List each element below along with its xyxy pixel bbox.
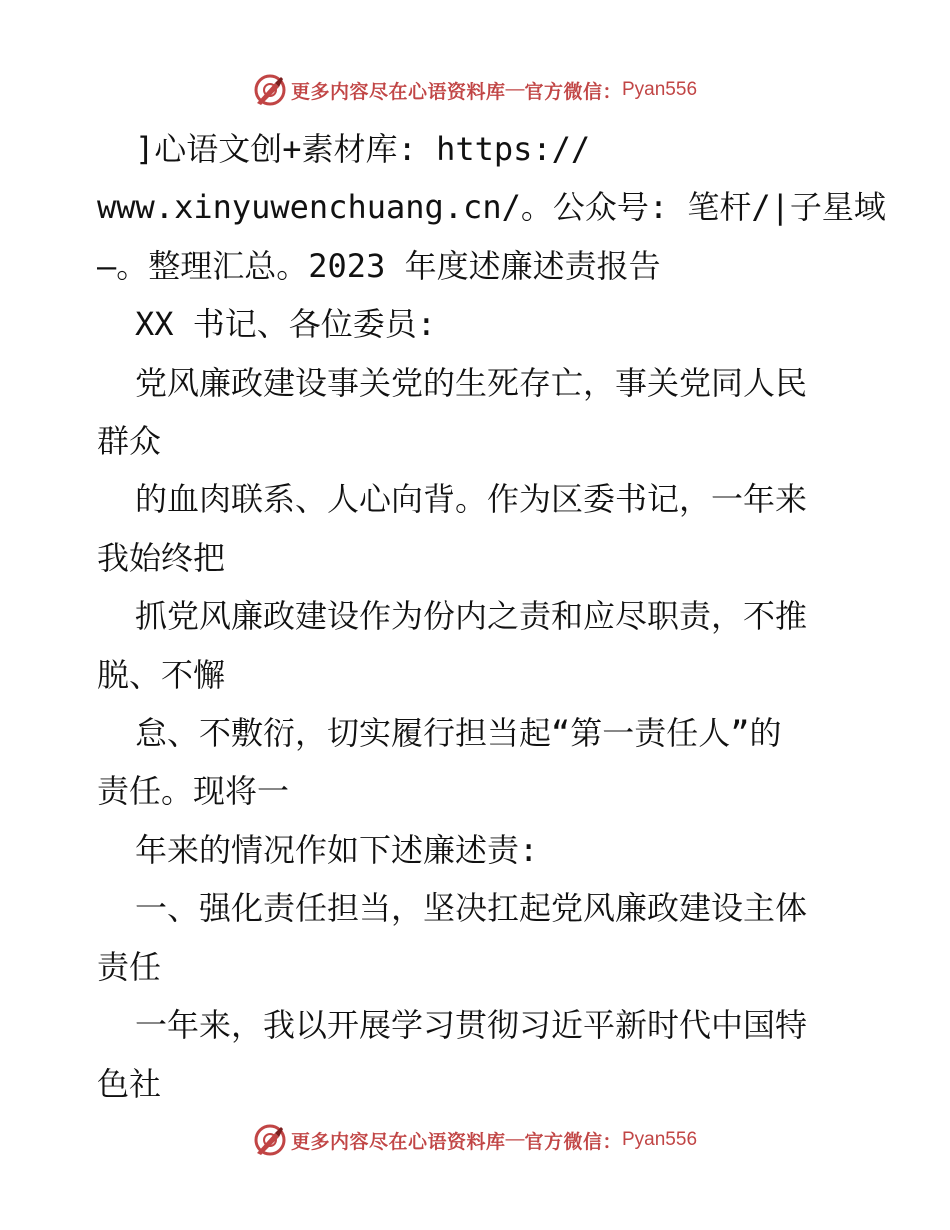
banner-wechat-id: Pyan556 (622, 79, 698, 100)
doc-line: 一、强化责任担当，坚决扛起党风廉政建设主体 (135, 889, 808, 928)
doc-line: ]心语文创+素材库: https:// (135, 130, 591, 168)
doc-line: www.xinyuwenchuang.cn/。公众号: 笔杆/|子星域 (97, 188, 886, 227)
banner-wechat-label: 官方微信： (524, 80, 622, 103)
banner-dash: — (505, 79, 525, 100)
doc-line: XX 书记、各位委员: (135, 305, 437, 344)
header-banner (0, 70, 950, 110)
doc-line: 抓党风廉政建设作为份内之责和应尽职责，不推 (135, 597, 808, 636)
footer-banner (0, 1120, 950, 1160)
doc-line: 色社 (97, 1064, 162, 1103)
doc-line: 群众 (97, 422, 162, 461)
pen-logo-icon (253, 73, 287, 107)
doc-line: 脱、不懈 (97, 655, 226, 694)
doc-line: 党风廉政建设事关党的生死存亡，事关党同人民 (135, 363, 808, 402)
doc-line: 一年来，我以开展学习贯彻习近平新时代中国特 (135, 1006, 808, 1045)
doc-line: 责任 (97, 947, 162, 986)
banner-main-text: 更多内容尽在心语资料库 (290, 1130, 506, 1153)
banner-main-text: 更多内容尽在心语资料库 (290, 80, 506, 103)
document-body (97, 120, 886, 1113)
doc-line: 怠、不敷衍，切实履行担当起“第一责任人”的 (135, 714, 782, 753)
doc-line: 责任。现将一 (97, 772, 290, 811)
doc-line: 我始终把 (97, 538, 226, 577)
doc-line: 的血肉联系、人心向背。作为区委书记，一年来 (135, 480, 808, 519)
doc-line: 年来的情况作如下述廉述责: (135, 830, 539, 869)
banner-wechat-label: 官方微信： (524, 1130, 622, 1153)
pen-logo-icon (253, 1123, 287, 1157)
banner-wechat-id: Pyan556 (622, 1129, 698, 1150)
doc-line: —。整理汇总。2023 年度述廉述责报告 (97, 246, 661, 285)
banner-dash: — (505, 1129, 525, 1150)
